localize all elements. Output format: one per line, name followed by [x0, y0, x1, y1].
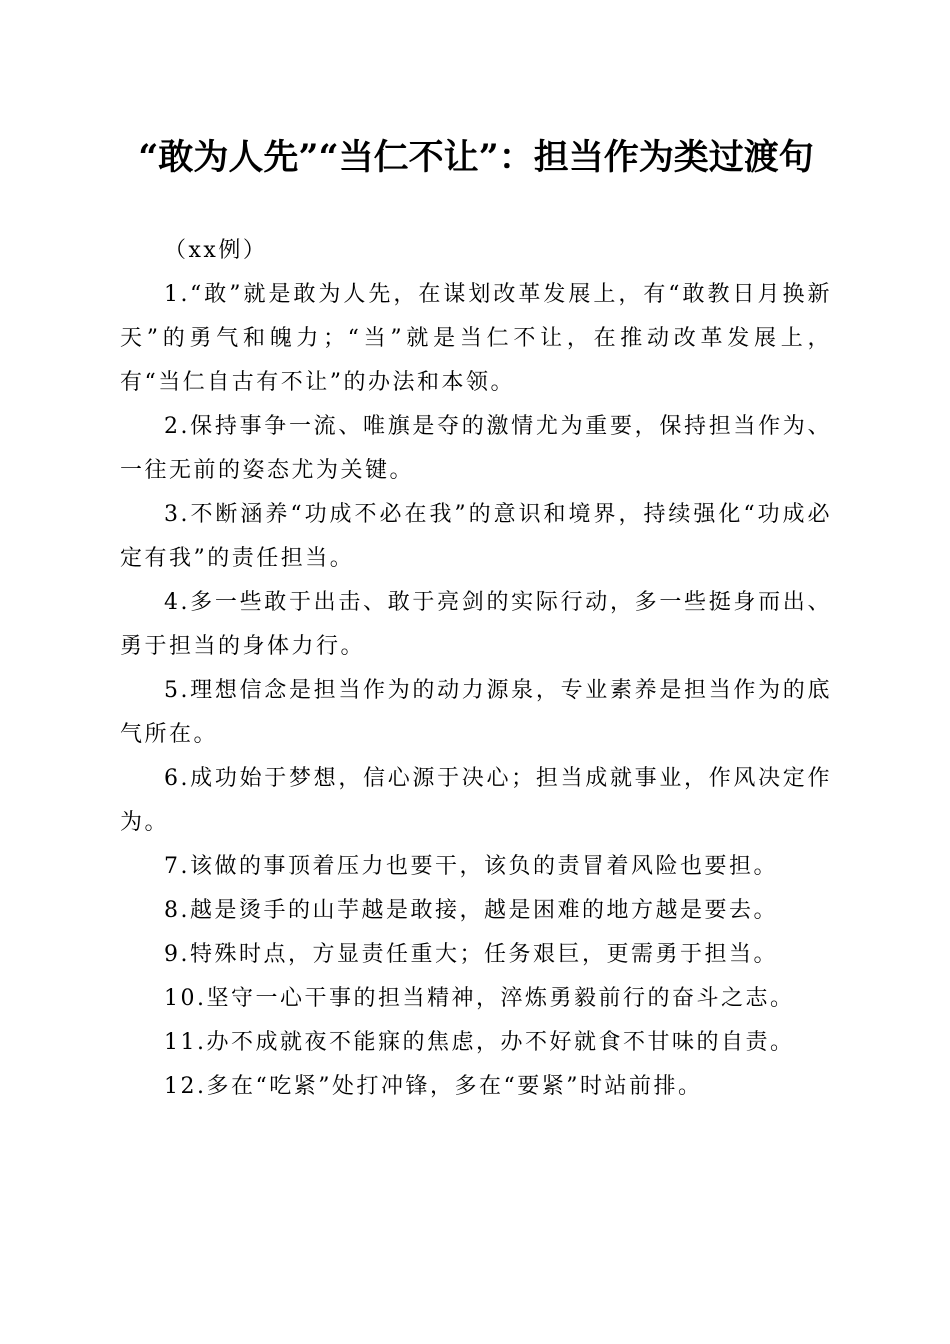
list-item: 2.保持事争一流、唯旗是夺的激情尤为重要，保持担当作为、一往无前的姿态尤为关键。 [120, 414, 832, 483]
document-body [120, 229, 832, 1109]
list-item: 7.该做的事顶着压力也要干，该负的责冒着风险也要担。 [164, 854, 778, 879]
document-title: “敢为人先”“当仁不让”：担当作为类过渡句 [138, 137, 814, 178]
list-item: 8.越是烫手的山芋越是敢接，越是困难的地方越是要去。 [164, 898, 778, 923]
list-item: 5.理想信念是担当作为的动力源泉，专业素养是担当作为的底气所在。 [120, 678, 832, 747]
list-item: 12.多在“吃紧”处打冲锋，多在“要紧”时站前排。 [164, 1074, 703, 1099]
list-item: 4.多一些敢于出击、敢于亮剑的实际行动，多一些挺身而出、勇于担当的身体力行。 [120, 590, 832, 659]
list-item: 11.办不成就夜不能寐的焦虑，办不好就食不甘味的自责。 [164, 1030, 795, 1055]
list-item: 10.坚守一心干事的担当精神，淬炼勇毅前行的奋斗之志。 [164, 986, 795, 1011]
count-note: （xx例） [164, 238, 268, 263]
list-item: 6.成功始于梦想，信心源于决心；担当成就事业，作风决定作为。 [120, 766, 832, 835]
list-item: 1.“敢”就是敢为人先，在谋划改革发展上，有“敢教日月换新天”的勇气和魄力；“当”就是当仁不让，在推动改革发展上，有“当仁自古有不让”的办法和本领。 [120, 282, 832, 395]
list-item: 3.不断涵养“功成不必在我”的意识和境界，持续强化“功成必定有我”的责任担当。 [120, 502, 832, 571]
list-item: 9.特殊时点，方显责任重大；任务艰巨，更需勇于担当。 [164, 942, 778, 967]
